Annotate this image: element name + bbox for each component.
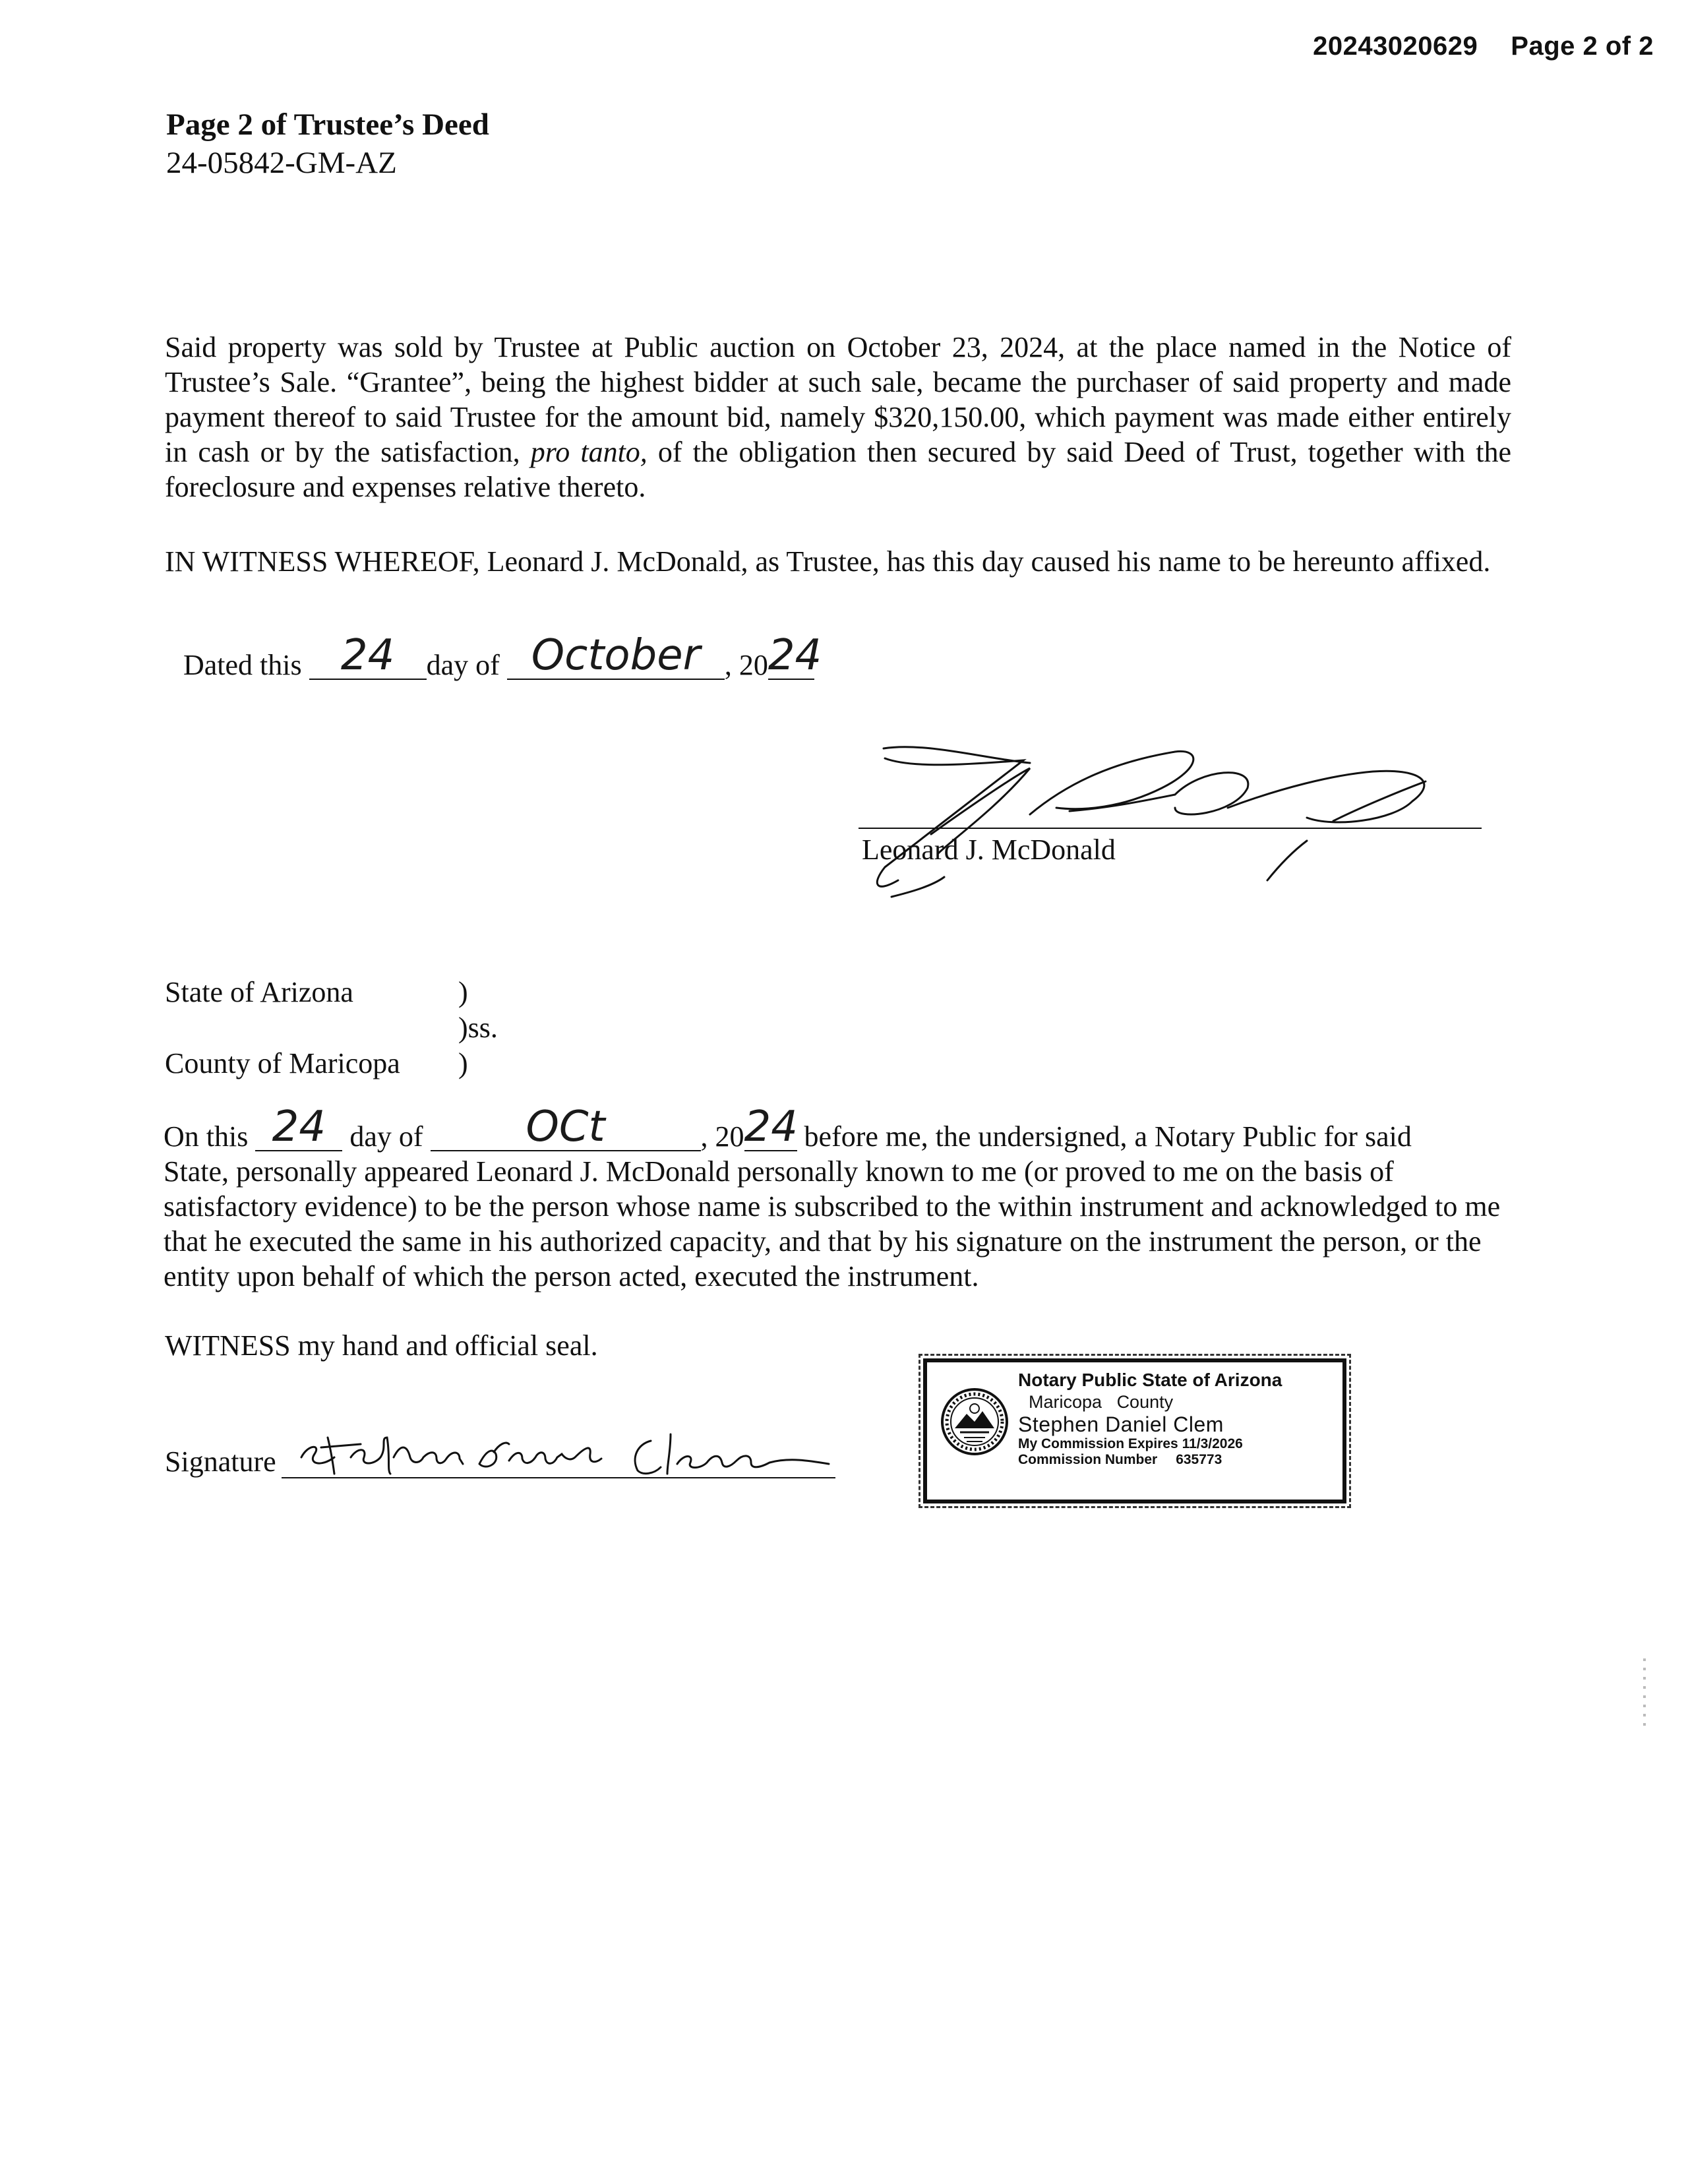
dated-day-of: day of	[426, 649, 500, 681]
sale-paragraph	[165, 330, 1511, 504]
dated-prefix: Dated this	[183, 649, 302, 681]
acknowledgment-paragraph	[164, 1103, 1514, 1294]
venue-state: State of Arizona	[165, 976, 353, 1008]
file-number: 24-05842-GM-AZ	[166, 146, 397, 180]
notary-seal-text	[1018, 1369, 1341, 1468]
seal-notary-name: Stephen Daniel Clem	[1018, 1412, 1224, 1436]
scan-artifact	[1643, 1658, 1646, 1731]
sale-text-end: of the obligation then secured by said Deed of Trust, together with the foreclosure and expenses relative thereto.	[165, 436, 1511, 503]
witness-whereof-paragraph: IN WITNESS WHEREOF, Leonard J. McDonald, as Trustee, has this day caused his name to be hereunto affixed.	[165, 545, 1491, 578]
ack-day-handwritten: 24	[272, 1103, 326, 1151]
dated-month-handwritten: October	[531, 631, 700, 680]
dated-year-blank	[768, 631, 822, 680]
dated-day-blank	[309, 631, 427, 680]
trustee-signature	[832, 729, 1505, 900]
ack-month-blank	[431, 1103, 701, 1151]
acknowledgment-body: State, personally appeared Leonard J. McDonald personally known to me (or proved to me on the basis of satisfactory evidence) to be the person whose name is subscribed to the within instrument and acknowledged to me that he executed the same in his authorized capacity, and that by his signature on the instrument the person, or the entity upon behalf of which the person acted, executed the instrument.	[164, 1155, 1501, 1292]
ack-line1-rest: before me, the undersigned, a Notary Public for said	[797, 1120, 1412, 1153]
witness-line: WITNESS my hand and official seal.	[165, 1329, 598, 1362]
dated-month-blank	[507, 631, 725, 680]
venue-paren-2: )	[458, 1047, 468, 1079]
venue-paren-1: )	[458, 976, 468, 1008]
notary-seal	[923, 1358, 1346, 1503]
seal-commission-expires: My Commission Expires 11/3/2026	[1018, 1436, 1243, 1451]
seal-title: Notary Public State of Arizona	[1018, 1370, 1282, 1390]
ack-day-blank	[255, 1103, 342, 1151]
seal-commission-number-label: Commission Number	[1018, 1452, 1158, 1467]
seal-county	[1018, 1391, 1341, 1412]
notary-signature-line	[282, 1418, 835, 1478]
deed-heading	[166, 106, 489, 182]
ack-day-of: day of	[349, 1120, 423, 1153]
page-title: Page 2 of Trustee’s Deed	[166, 107, 489, 142]
dated-day-handwritten: 24	[340, 631, 395, 680]
sale-text-italic: pro tanto,	[530, 436, 648, 468]
recording-number: 20243020629	[1313, 32, 1478, 61]
seal-county-word: County	[1116, 1392, 1174, 1412]
venue-ss: )ss.	[458, 1012, 498, 1044]
notary-signature-label: Signature	[165, 1445, 276, 1478]
venue-block	[165, 975, 560, 1081]
dated-year-prefix: , 20	[724, 649, 768, 681]
ack-on-this: On this	[164, 1120, 249, 1153]
dated-line	[183, 631, 822, 685]
ack-year-prefix: , 20	[700, 1120, 744, 1153]
acknowledgment-first-line	[164, 1103, 1514, 1154]
arizona-state-seal-icon	[940, 1387, 1009, 1456]
notary-signature	[282, 1418, 835, 1477]
trustee-printed-name: Leonard J. McDonald	[862, 834, 1116, 866]
trustee-signature-line	[859, 828, 1482, 829]
ack-year-blank	[744, 1103, 798, 1151]
notary-signature-block	[165, 1418, 835, 1478]
dated-year-handwritten: 24	[768, 631, 822, 680]
ack-month-handwritten: OCt	[526, 1103, 605, 1151]
ack-year-handwritten: 24	[744, 1103, 798, 1151]
page-indicator: Page 2 of 2	[1511, 32, 1654, 61]
sale-text-start: Said property was sold by Trustee at Public auction on October 23, 2024, at the place named in the Notice of Trustee’s Sale. “Grantee”, being the highest bidder at such sale, became the purchaser of said property and made payment thereof to said Trustee for the amount bid, namely $320,150.00, which payment was made either entirely in cash or by the satisfaction,	[165, 331, 1511, 468]
seal-commission-number-value: 635773	[1176, 1452, 1222, 1467]
trustee-signature-block	[832, 729, 1505, 900]
venue-county: County of Maricopa	[165, 1047, 400, 1079]
recording-header	[1313, 32, 1654, 61]
seal-county-name: Maricopa	[1029, 1392, 1102, 1412]
seal-commission-number	[1018, 1452, 1341, 1468]
